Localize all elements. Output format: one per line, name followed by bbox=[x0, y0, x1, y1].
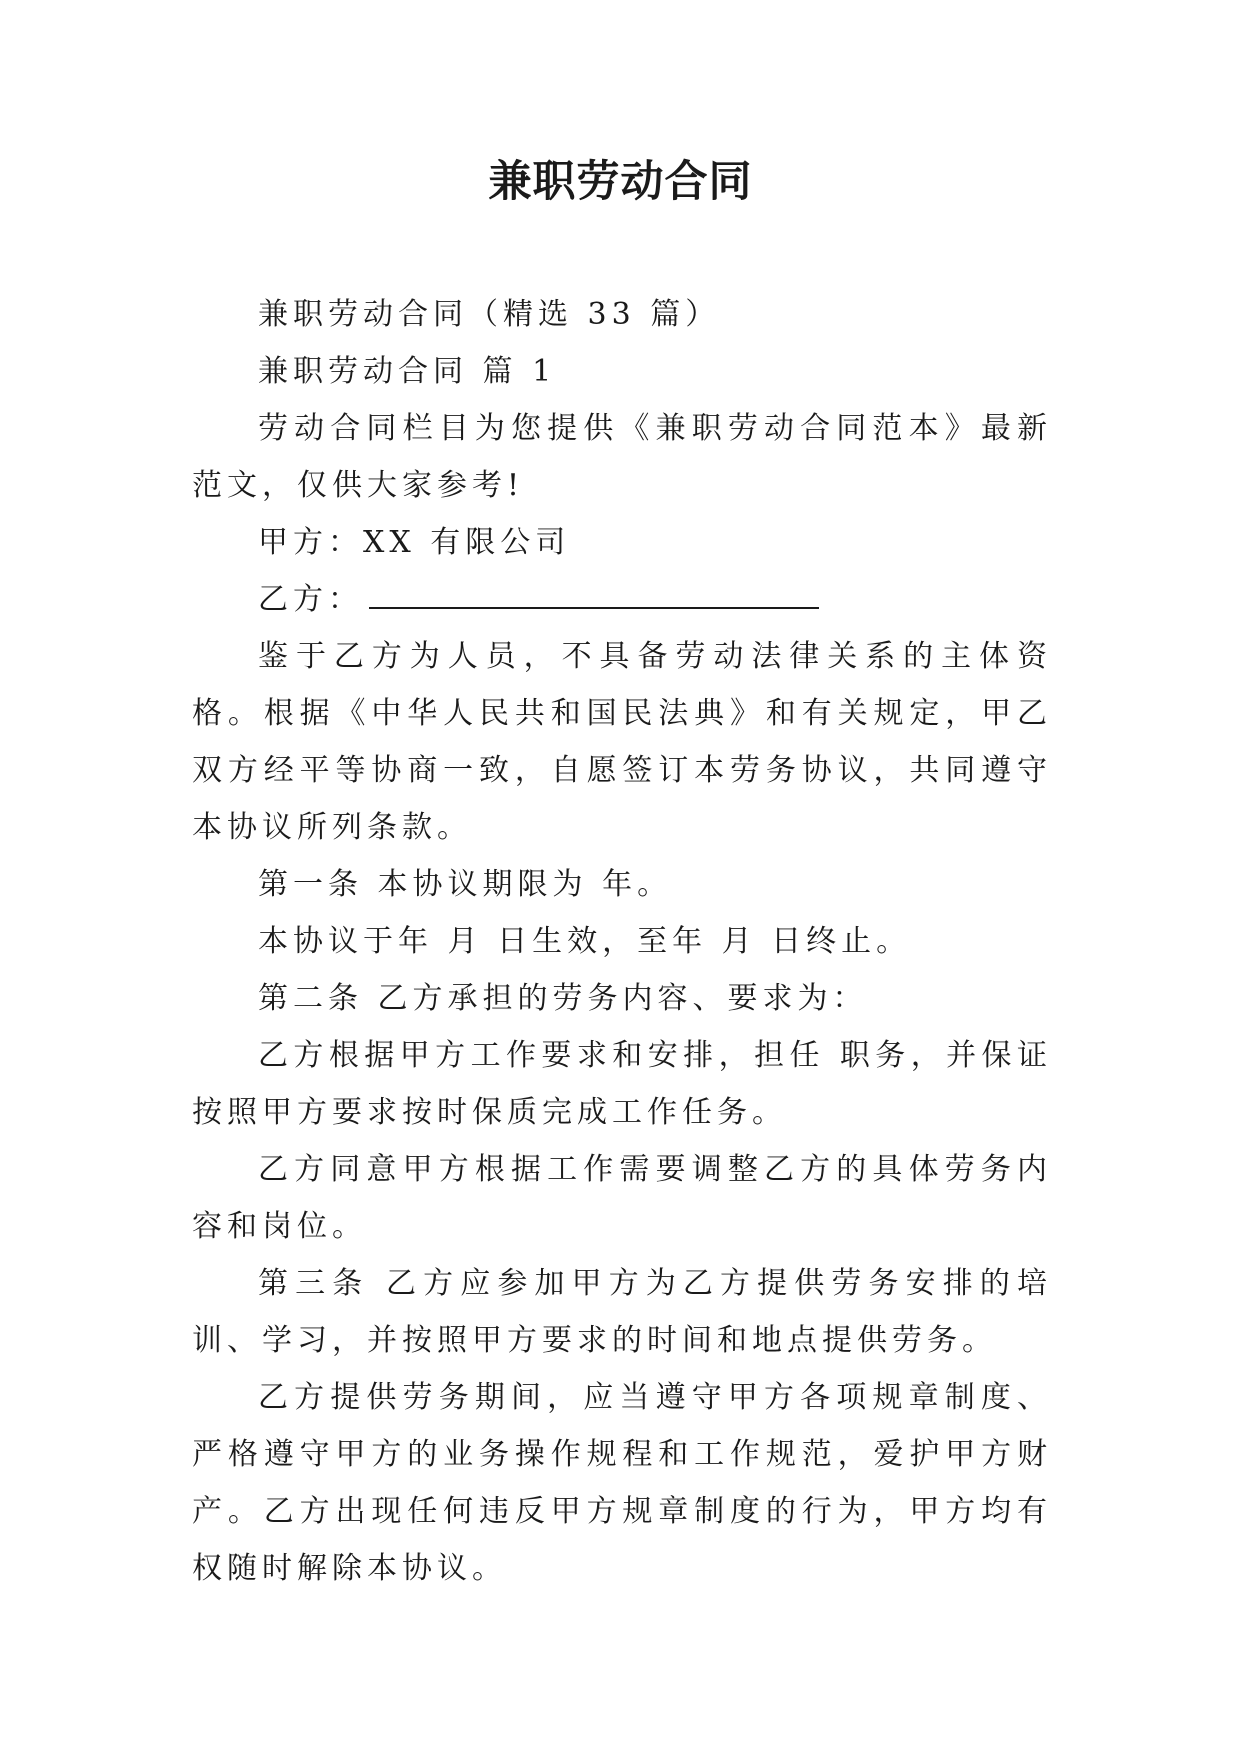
paragraph-party-b bbox=[192, 571, 1052, 628]
party-b-blank-line bbox=[369, 573, 819, 609]
paragraph-party-a: 甲方：XX 有限公司 bbox=[258, 525, 571, 560]
paragraph-recital: 鉴于乙方为人员，不具备劳动法律关系的主体资格。根据《中华人民共和国民法典》和有关规定，甲乙双方经平等协商一致，自愿签订本劳务协议，共同遵守本协议所列条款。 bbox=[192, 639, 1052, 845]
paragraph-article-3: 第三条 乙方应参加甲方为乙方提供劳务安排的培训、学习，并按照甲方要求的时间和地点提供劳务。 bbox=[192, 1266, 1052, 1358]
document-body bbox=[192, 286, 1052, 1597]
paragraph-subtitle: 兼职劳动合同（精选 33 篇） bbox=[258, 297, 721, 332]
document-title: 兼职劳动合同 bbox=[488, 157, 753, 207]
paragraph-chapter-heading: 兼职劳动合同 篇 1 bbox=[258, 354, 557, 389]
paragraph-article-2: 第二条 乙方承担的劳务内容、要求为： bbox=[258, 981, 868, 1016]
paragraph-adjustment: 乙方同意甲方根据工作需要调整乙方的具体劳务内容和岗位。 bbox=[192, 1152, 1052, 1244]
paragraph-intro: 劳动合同栏目为您提供《兼职劳动合同范本》最新范文，仅供大家参考! bbox=[192, 411, 1052, 503]
paragraph-duties: 乙方根据甲方工作要求和安排，担任 职务，并保证按照甲方要求按时保质完成工作任务。 bbox=[192, 1038, 1052, 1130]
paragraph-rules: 乙方提供劳务期间，应当遵守甲方各项规章制度、严格遵守甲方的业务操作规程和工作规范，爱护甲方财产。乙方出现任何违反甲方规章制度的行为，甲方均有权随时解除本协议。 bbox=[192, 1380, 1052, 1586]
paragraph-article-1: 第一条 本协议期限为 年。 bbox=[258, 867, 673, 902]
party-b-label: 乙方： bbox=[258, 582, 363, 617]
paragraph-term-dates: 本协议于年 月 日生效，至年 月 日终止。 bbox=[258, 924, 912, 959]
